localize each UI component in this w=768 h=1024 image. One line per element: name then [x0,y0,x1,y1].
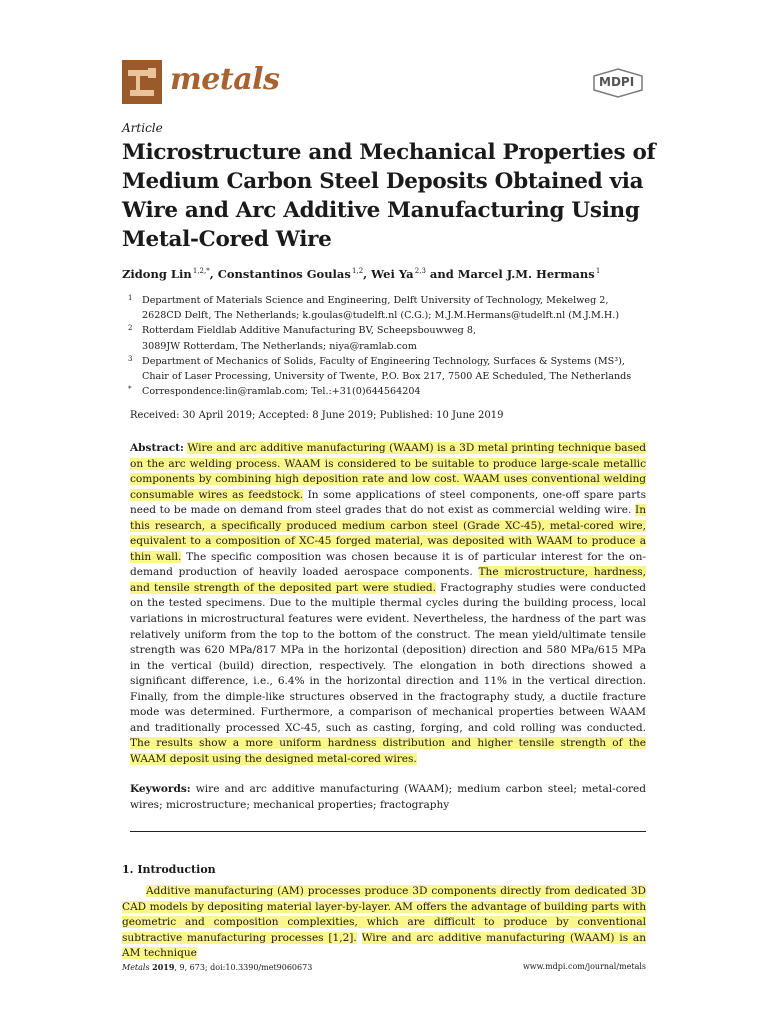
introduction-text [122,884,646,962]
abstract-text: The specific composition was chosen because it is of particular interest for the on-demand production of heavily loaded aerospace components. [130,550,646,579]
affiliation [122,293,662,323]
paper-title: Microstructure and Mechanical Properties of Medium Carbon Steel Deposits Obtained via Wire and Arc Additive Manufacturing Using Metal-Cored Wire [122,140,656,252]
publication-dates: Received: 30 April 2019; Accepted: 8 June 2019; Published: 10 June 2019 [130,410,504,421]
author-affil: 1,2,* [192,267,210,276]
affiliation-number: 3 [128,354,133,363]
author-name: Constantinos Goulas [217,267,351,281]
affiliation [122,354,662,384]
highlighted-text: Wire and arc additive manufacturing (WAAM) is an AM technique [122,931,646,959]
section-divider [130,831,646,832]
affiliation-line: Rotterdam Fieldlab Additive Manufacturing BV, Scheepsbouwweg 8, [142,325,477,337]
abstract-text: Fractography studies were conducted on the tested specimens. Due to the multiple thermal cycles during the building process, local variations in microstructural features were evident. Nevertheless, the hardness of the part was relatively uniform from the top to the bottom of the construct. The mean yield/ultimate tensile strength was 620 MPa/817 MPa in the horizontal (deposition) direction and 580 MPa/615 MPa in the vertical (build) direction, respectively. The elongation in both directions showed a significant difference, i.e., 6.4% in the horizontal direction and 11% in the vertical direction. Finally, from the dimple-like structures observed in the fractography study, a ductile fracture mode was determined. Furthermore, a comparison of mechanical properties between WAAM and traditionally processed XC-45, such as casting, forging, and cold rolling was conducted. [130,581,646,734]
affiliation-number: 2 [128,324,133,333]
citation-rest: , 9, 673; doi:10.3390/met9060673 [174,963,313,972]
intro-text [357,932,362,944]
highlighted-text: The results show a more uniform hardness distribution and higher tensile strength of the WAAM deposit using the designed metal-cored wires. [130,737,646,765]
affiliation-line: Department of Mechanics of Solids, Faculty of Engineering Technology, Surfaces & Systems (MS³), [142,355,625,367]
highlighted-text: Wire and arc additive manufacturing (WAAM) is a 3D metal printing technique based on the arc welding process. WAAM is considered to be suitable to produce large-scale metallic components by combining high deposition rate and low cost. WAAM uses conventional welding consumable wires as feedstock. [130,442,646,501]
abstract-text: In some applications of steel components, one-off spare parts need to be made on demand from steel grades that do not exist as commercial welding wire. [130,488,646,517]
author-name: Zidong Lin [122,267,192,281]
highlighted-text: Additive manufacturing (AM) processes produce 3D components directly from dedicated 3D CAD models by depositing material layer-by-layer. AM offers the advantage of building parts with geometric and composition complexities, which are difficult to produce by conventional subtractive manufacturing processes [1,2]. [122,885,646,944]
abstract-label: Abstract: [130,442,184,454]
affiliation-line: Correspondence:lin@ramlab.com; Tel.:+31(0)644564204 [142,386,421,398]
author-name: Wei Ya [371,267,414,281]
metals-logo-icon [122,60,162,104]
journal-url[interactable]: www.mdpi.com/journal/metals [522,962,646,971]
mdpi-logo-icon [592,68,644,98]
keywords-text: wire and arc additive manufacturing (WAAM); medium carbon steel; metal-cored wires; microstructure; mechanical properties; fractography [130,783,647,811]
section-heading: 1. Introduction [122,863,216,876]
affiliation-line: Department of Materials Science and Engineering, Delft University of Technology, Mekelweg 2, [142,295,609,306]
citation-footer [122,962,312,972]
affiliation-line: Chair of Laser Processing, University of Twente, P.O. Box 217, 7500 AE Scheduled, The Netherlands [142,371,632,383]
highlighted-text: The microstructure, hardness, and tensile strength of the deposited part were studied. [130,566,646,594]
citation-year: 2019 [152,962,175,972]
affiliation-line: 2628CD Delft, The Netherlands; k.goulas@tudelft.nl (C.G.); M.J.M.Hermans@tudelft.nl (M.J.M.H.) [142,310,620,322]
article-type: Article [122,121,163,135]
author-affil: 2,3 [414,267,426,276]
affiliation-line: 3089JW Rotterdam, The Netherlands; niya@ramlab.com [142,340,417,352]
publisher-name: MDPI [599,75,635,89]
citation-journal: Metals [122,963,150,972]
author-name: Marcel J.M. Hermans [457,267,595,281]
affiliation-number: * [128,385,132,394]
abstract [130,441,646,767]
highlighted-text: In this research, a specifically produced medium carbon steel (Grade XC-45), metal-cored wire, equivalent to a composition of XC-45 forged material, was deposited with WAAM to produce a thin wall. [130,504,646,563]
keywords-label: Keywords: [130,783,191,795]
affiliation [122,323,662,353]
affiliation-number: 1 [128,294,133,302]
keywords [130,782,646,813]
author-list: Zidong Lin $^{1,2,*}$, Constantinos Goulas $^{1,2}$, Wei Ya $^{2,3}$ and Marcel J.M. Hermans $^1$ [122,267,601,281]
journal-name: metals [170,62,280,97]
affiliations [122,293,662,399]
journal-header [122,60,648,106]
author-affil: 1 [595,267,601,276]
author-affil: 1,2 [352,267,364,276]
affiliation [122,384,662,399]
